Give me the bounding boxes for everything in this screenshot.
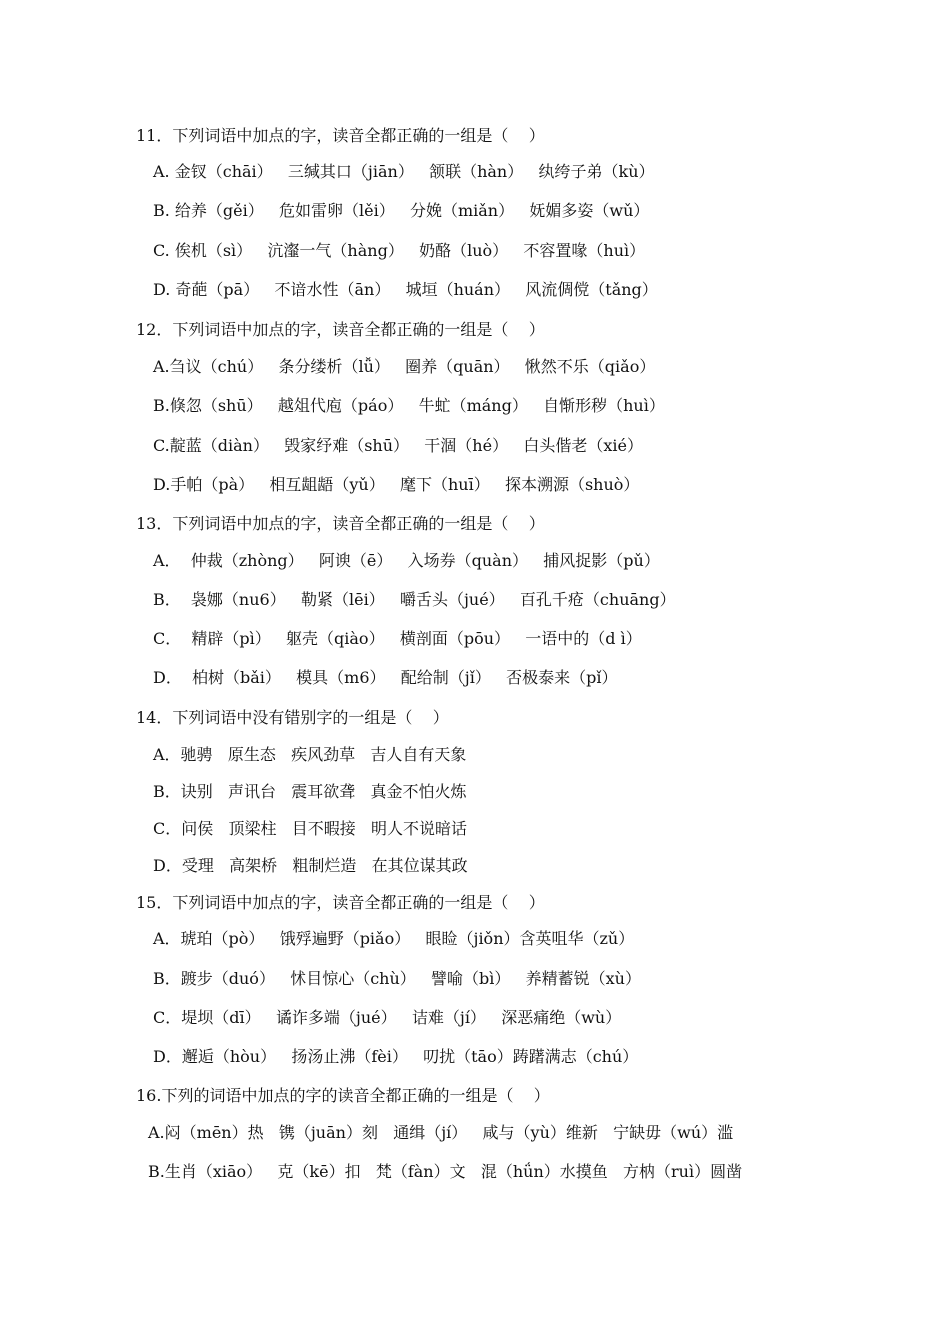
question-14-option-d: D．受理 高架桥 粗制烂造 在其位谋其政 <box>153 856 468 875</box>
question-13-option-a: A． 仲裁（zhòng） 阿谀（ē） 入场券（quàn） 捕风捉影（pǔ） <box>153 551 660 570</box>
question-11-stem: 11．下列词语中加点的字，读音全都正确的一组是（ ） <box>136 126 545 145</box>
question-11-option-b: B. 给养（gěi） 危如雷卵（lěi） 分娩（miǎn） 妩媚多姿（wǔ） <box>153 201 650 220</box>
question-14-option-b: B．诀别 声讯台 震耳欲聋 真金不怕火炼 <box>153 782 467 801</box>
question-15-option-c: C．堤坝（dī） 谲诈多端（jué） 诘难（jí） 深恶痛绝（wù） <box>153 1008 622 1027</box>
question-13-option-d: D． 柏树（bǎi） 模具（m6） 配给制（jǐ） 否极泰来（pǐ） <box>153 668 618 687</box>
question-11-option-d: D. 奇葩（pā） 不谙水性（ān） 城垣（huán） 风流倜傥（tǎng） <box>153 280 658 299</box>
question-12-option-a: A.刍议（chú） 条分缕析（lǚ） 圈养（quān） 愀然不乐（qiǎo） <box>153 357 656 376</box>
question-16-stem: 16.下列的词语中加点的字的读音全都正确的一组是（ ） <box>136 1086 550 1105</box>
question-15-stem: 15．下列词语中加点的字，读音全都正确的一组是（ ） <box>136 893 545 912</box>
question-13-option-c: C． 精辟（pì） 躯壳（qiào） 横剖面（pōu） 一语中的（d ì） <box>153 629 642 648</box>
question-12-option-c: C.靛蓝（diàn） 毁家纾难（shū） 干涸（hé） 白头偕老（xié） <box>153 436 643 455</box>
question-11-option-a: A. 金钗（chāi） 三缄其口（jiān） 颔联（hàn） 纨绔子弟（kù） <box>153 162 655 181</box>
question-11-option-c: C. 俟机（sì） 沆瀣一气（hàng） 奶酪（luò） 不容置喙（huì） <box>153 241 646 260</box>
question-12-option-b: B.倏忽（shū） 越俎代庖（páo） 牛虻（máng） 自惭形秽（huì） <box>153 396 665 415</box>
question-12-option-d: D.手帕（pà） 相互龃龉（yǔ） 麾下（huī） 探本溯源（shuò） <box>153 475 640 494</box>
question-13-option-b: B． 袅娜（nu6） 勒紧（lēi） 嚼舌头（jué） 百孔千疮（chuāng） <box>153 590 676 609</box>
question-15-option-b: B．踱步（duó） 怵目惊心（chù） 譬喻（bì） 养精蓄锐（xù） <box>153 969 641 988</box>
question-15-option-d: D．邂逅（hòu） 扬汤止沸（fèi） 叨扰（tāo）踌躇满志（chú） <box>153 1047 639 1066</box>
question-14-option-c: C．问侯 顶梁柱 目不暇接 明人不说暗话 <box>153 819 468 838</box>
question-16-option-b: B.生肖（xiāo） 克（kē）扣 梵（fàn）文 混（hǘn）水摸鱼 方枘（ruì）圆凿 <box>148 1162 743 1181</box>
question-12-stem: 12．下列词语中加点的字，读音全都正确的一组是（ ） <box>136 320 545 339</box>
question-14-stem: 14．下列词语中没有错别字的一组是（ ） <box>136 708 449 727</box>
question-15-option-a: A．琥珀（pò） 饿殍遍野（piǎo） 眼睑（jiǒn）含英咀华（zǔ） <box>153 929 635 948</box>
question-13-stem: 13．下列词语中加点的字，读音全都正确的一组是（ ） <box>136 514 545 533</box>
question-14-option-a: A．驰骋 原生态 疾风劲草 吉人自有天象 <box>153 745 467 764</box>
question-16-option-a: A.闷（mēn）热 镌（juān）刻 通缉（jí） 咸与（yù）维新 宁缺毋（wú）滥 <box>148 1123 734 1142</box>
